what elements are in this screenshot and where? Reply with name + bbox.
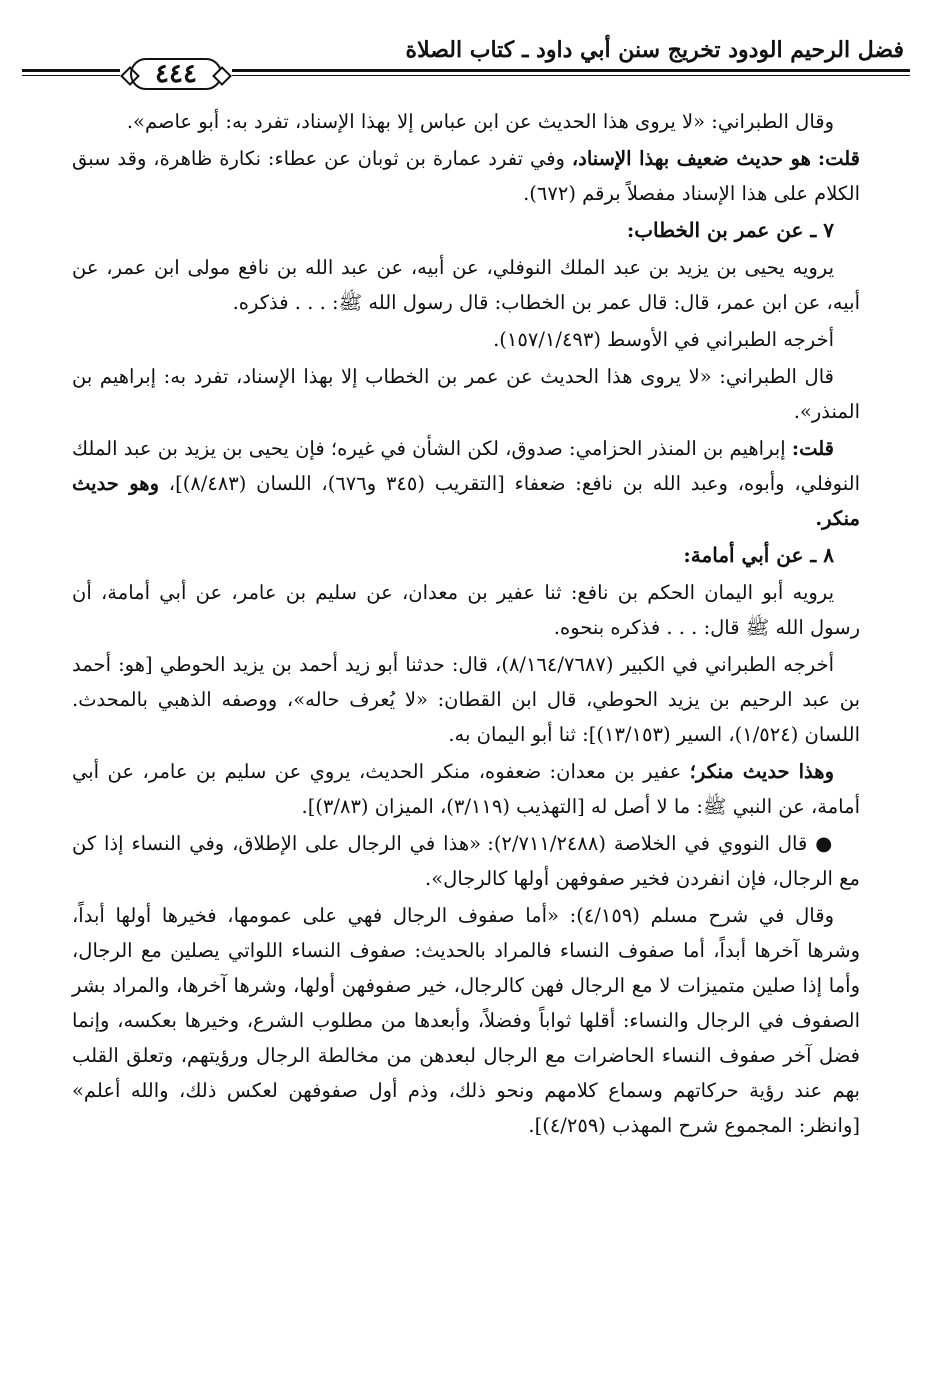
paragraph-text: إبراهيم بن المنذر الحزامي: صدوق، لكن الشأن في غيره؛ فإن يحيى بن يزيد بن عبد الملك النوفلي، وأبوه، وعبد الله بن نافع: ضعفاء [التقريب (٣٤٥ و٦٧٦)، اللسان (٨/٤٨٣)]،	[72, 437, 860, 495]
qultu-label: قلت:	[817, 147, 860, 170]
paragraph-tabarani-umar: قال الطبراني: «لا يروى هذا الحديث عن عمر بن الخطاب إلا بهذا الإسناد، تفرد به: إبراهيم بن المنذر».	[72, 365, 860, 423]
ruling-weak-hadith: هو حديث ضعيف بهذا الإسناد،	[571, 147, 811, 170]
section-heading-8: ٨ ـ عن أبي أمامة:	[683, 543, 834, 567]
page-number: ٤٤٤	[155, 59, 197, 89]
paragraph-nawawi-khulasa: ● قال النووي في الخلاصة (٢/٧١١/٢٤٨٨): «هذا في الرجال على الإطلاق، وفي النساء إذا كن مع الرجال، فإن انفردن فخير صفوفهن أولها كالرجال».	[72, 832, 860, 890]
running-header-title: فضل الرحيم الودود تخريج سنن أبي داود ـ كتاب الصلاة	[405, 37, 904, 63]
page-number-badge	[120, 54, 232, 94]
paragraph-narration-umar: يرويه يحيى بن يزيد بن عبد الملك النوفلي، عن أبيه، عن عبد الله بن نافع مولى ابن عمر، عن أبيه، عن ابن عمر، قال: قال عمر بن الخطاب: قال رسول الله ﷺ: . . . فذكره.	[72, 256, 860, 314]
page-header	[22, 36, 910, 92]
paragraph-text: وفي تفرد عمارة بن ثوبان عن عطاء: نكارة ظاهرة، وقد سبق الكلام على هذا الإسناد مفصلاً برقم (٦٧٢).	[72, 147, 860, 205]
paragraph-takhrij-awsat: أخرجه الطبراني في الأوسط (١٥٧/١/٤٩٣).	[493, 328, 834, 351]
paragraph-tabarani-quote: وقال الطبراني: «لا يروى هذا الحديث عن ابن عباس إلا بهذا الإسناد، تفرد به: أبو عاصم».	[126, 110, 834, 133]
paragraph-takhrij-kabir: أخرجه الطبراني في الكبير (٨/١٦٤/٧٦٨٧)، قال: حدثنا أبو زيد أحمد بن يزيد الحوطي [هو: أحمد بن عبد الرحيم بن يزيد الحوطي، قال ابن القطان: «لا يُعرف حاله»، ووصفه الذهبي بالمحدث. اللسان (١/٥٢٤)، السير (١٣/١٥٣)]: ثنا أبو اليمان به.	[72, 653, 860, 746]
paragraph-text: عفير بن معدان: ضعفوه، منكر الحديث، يروي عن سليم بن عامر، عن أبي أمامة، عن النبي ﷺ: ما لا أصل له [التهذيب (٣/١١٩)، الميزان (٣/٨٣)].	[72, 760, 860, 818]
section-heading-7: ٧ ـ عن عمر بن الخطاب:	[626, 218, 834, 242]
ruling-munkar-lead: وهذا حديث منكر؛	[689, 760, 834, 783]
paragraph-qultu-1	[72, 141, 860, 211]
paragraph-narration-abu-umama: يرويه أبو اليمان الحكم بن نافع: ثنا عفير بن معدان، عن سليم بن عامر، عن أبي أمامة، أن رسول الله ﷺ قال: . . . فذكره بنحوه.	[72, 581, 860, 639]
ruling-munkar: وهو حديث منكر.	[72, 472, 860, 530]
paragraph-nawawi-muslim: وقال في شرح مسلم (٤/١٥٩): «أما صفوف الرجال فهي على عمومها، فخيرها أولها أبداً، وشرها آخرها أبداً، أما صفوف النساء فالمراد بالحديث: صفوف النساء اللواتي يصلين مع الرجال، وأما إذا صلين متميزات لا مع الرجال فهن كالرجال، خير صفوفهن أولها، وشرها آخرها، والمراد بشر الصفوف في الرجال والنساء: أقلها ثواباً وفضلاً، وأبعدها من مطلوب الشرع، وخيرها بعكسه، وإنما فضل آخر صفوف النساء الحاضرات مع الرجال لبعدهن من مخالطة الرجال ورؤيتهم، وتعلق القلب بهم عند رؤية حركاتهم وسماع كلامهم ونحو ذلك، وذم أول صفوفهن لعكس ذلك، والله أعلم» [وانظر: المجموع شرح المهذب (٤/٢٥٩)].	[72, 904, 860, 1137]
paragraph-munkar-ruling	[72, 754, 860, 824]
paragraph-qultu-2	[72, 431, 860, 536]
page-body	[72, 104, 860, 1145]
qultu-label: قلت:	[791, 437, 834, 460]
